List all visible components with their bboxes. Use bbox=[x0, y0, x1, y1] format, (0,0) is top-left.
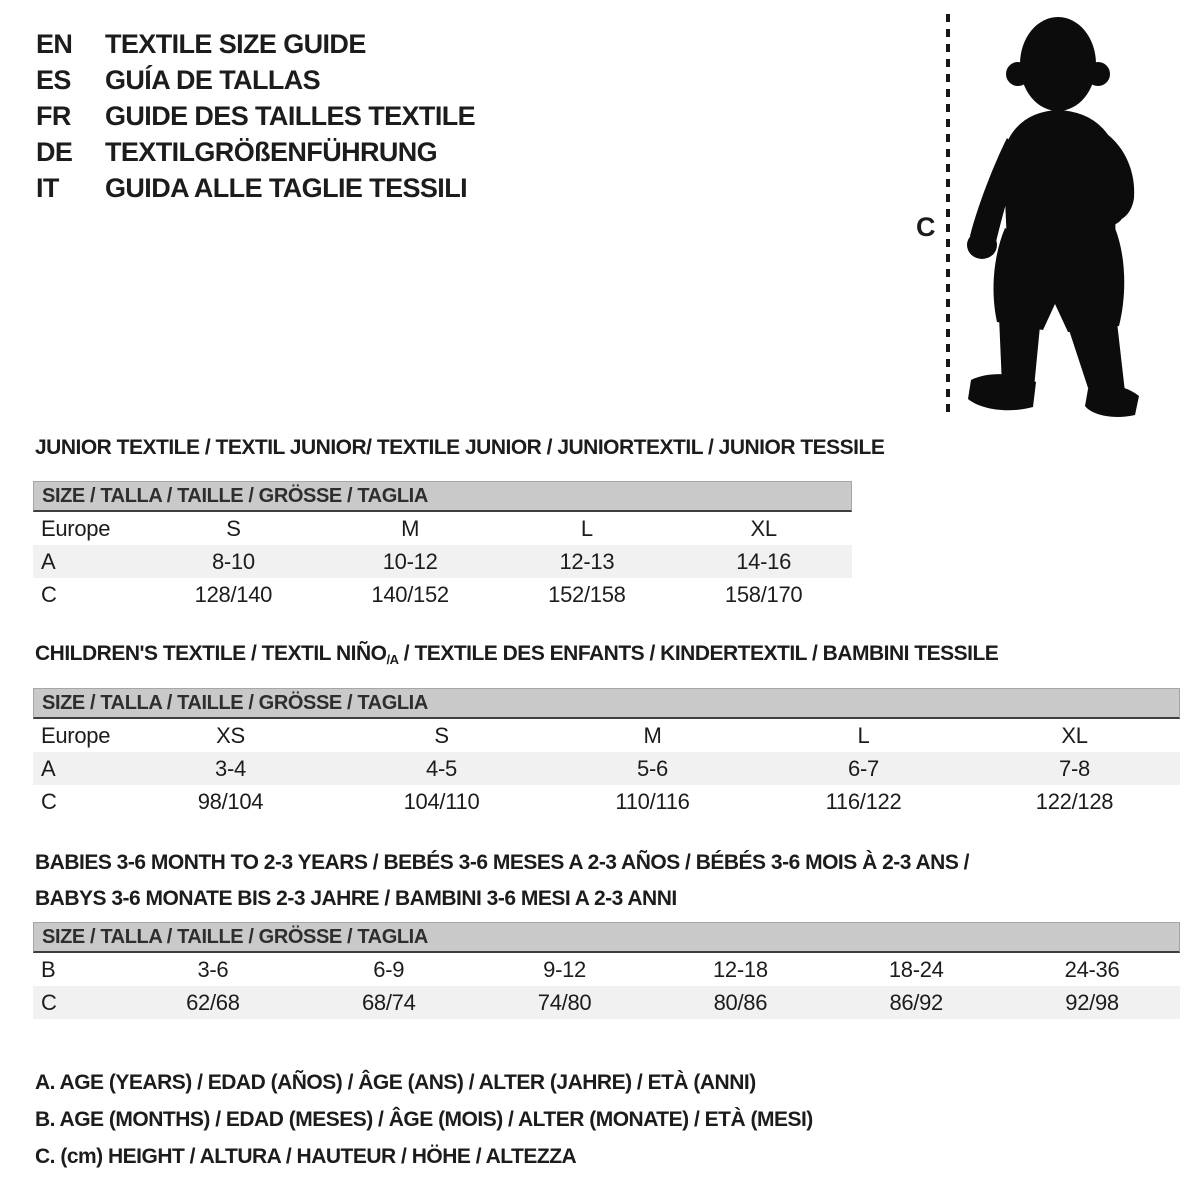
cell-value: 110/116 bbox=[615, 788, 690, 814]
children-heading-main: CHILDREN'S TEXTILE / TEXTIL NIÑO bbox=[35, 642, 387, 665]
size-col: XL bbox=[750, 515, 777, 541]
children-size-table bbox=[33, 688, 1180, 818]
row-label: A bbox=[41, 548, 56, 574]
cell-value: 128/140 bbox=[194, 581, 273, 607]
cell-value: 12-13 bbox=[559, 548, 615, 574]
table-row-age bbox=[33, 545, 852, 578]
cell-value: 3-4 bbox=[215, 755, 246, 781]
legend-line-a: A. AGE (YEARS) / EDAD (AÑOS) / ÂGE (ANS) / ALTER (JAHRE) / ETÀ (ANNI) bbox=[35, 1071, 756, 1094]
size-col: L bbox=[857, 722, 870, 748]
guide-title: TEXTILE SIZE GUIDE bbox=[105, 28, 366, 59]
language-row-it bbox=[36, 170, 475, 206]
table-row-header bbox=[33, 512, 852, 545]
junior-size-table bbox=[33, 481, 852, 611]
legend-line-b: B. AGE (MONTHS) / EDAD (MESES) / ÂGE (MOIS) / ALTER (MONATE) / ETÀ (MESI) bbox=[35, 1108, 813, 1131]
language-row-es bbox=[36, 62, 475, 98]
language-title-list bbox=[36, 26, 475, 206]
cell-value: 9-12 bbox=[543, 956, 586, 982]
cell-value: 116/122 bbox=[825, 788, 902, 814]
legend-line-c: C. (cm) HEIGHT / ALTURA / HAUTEUR / HÖHE / ALTEZZA bbox=[35, 1145, 577, 1168]
table-row-months bbox=[33, 953, 1180, 986]
guide-title: GUÍA DE TALLAS bbox=[105, 64, 321, 95]
cell-value: 8-10 bbox=[211, 548, 255, 574]
cell-value: 140/152 bbox=[371, 581, 449, 607]
cell-value: 104/110 bbox=[403, 788, 480, 814]
cell-value: 12-18 bbox=[713, 956, 768, 982]
table-row-header bbox=[33, 719, 1180, 752]
language-row-en bbox=[36, 26, 475, 62]
size-header-bar: SIZE / TALLA / TAILLE / GRÖSSE / TAGLIA bbox=[33, 481, 852, 512]
size-col: M bbox=[643, 722, 662, 748]
size-header-bar: SIZE / TALLA / TAILLE / GRÖSSE / TAGLIA bbox=[33, 922, 1180, 953]
language-code: FR bbox=[36, 100, 71, 131]
cell-value: 6-7 bbox=[848, 755, 879, 781]
language-row-fr bbox=[36, 98, 475, 134]
language-row-de bbox=[36, 134, 475, 170]
cell-value: 80/86 bbox=[713, 989, 768, 1015]
table-row-height bbox=[33, 578, 852, 611]
cell-value: 122/128 bbox=[1035, 788, 1114, 814]
cell-value: 92/98 bbox=[1065, 989, 1119, 1015]
region-label: Europe bbox=[41, 515, 111, 541]
junior-section-heading: JUNIOR TEXTILE / TEXTIL JUNIOR/ TEXTILE JUNIOR / JUNIORTEXTIL / JUNIOR TESSILE bbox=[35, 436, 885, 459]
cell-value: 18-24 bbox=[888, 956, 944, 982]
babies-size-table bbox=[33, 922, 1180, 1019]
size-col: M bbox=[401, 515, 420, 541]
row-label: A bbox=[41, 755, 56, 781]
language-code: EN bbox=[36, 28, 73, 59]
size-col: S bbox=[226, 515, 241, 541]
guide-title: GUIDA ALLE TAGLIE TESSILI bbox=[105, 172, 467, 203]
language-code: ES bbox=[36, 64, 71, 95]
babies-heading-line1: BABIES 3-6 MONTH TO 2-3 YEARS / BEBÉS 3-6 MESES A 2-3 AÑOS / BÉBÉS 3-6 MOIS À 2-3 ANS / bbox=[35, 851, 970, 874]
toddler-silhouette-image bbox=[955, 8, 1167, 424]
table-row-height bbox=[33, 986, 1180, 1019]
language-code: DE bbox=[36, 136, 73, 167]
language-code: IT bbox=[36, 172, 59, 203]
cell-value: 4-5 bbox=[426, 755, 457, 781]
cell-value: 152/158 bbox=[548, 581, 626, 607]
cell-value: 6-9 bbox=[373, 956, 405, 982]
row-label: C bbox=[41, 989, 57, 1015]
guide-title: GUIDE DES TAILLES TEXTILE bbox=[105, 100, 476, 131]
cell-value: 24-36 bbox=[1064, 956, 1120, 982]
row-label: C bbox=[41, 581, 57, 607]
children-heading-sub: /A bbox=[386, 652, 399, 667]
cell-value: 98/104 bbox=[197, 788, 264, 814]
cell-value: 68/74 bbox=[361, 989, 416, 1015]
cell-value: 74/80 bbox=[537, 989, 592, 1015]
cell-value: 14-16 bbox=[736, 548, 792, 574]
children-section-heading bbox=[35, 642, 998, 666]
height-measure-dashed-line bbox=[946, 14, 950, 416]
region-label: Europe bbox=[41, 722, 111, 748]
cell-value: 7-8 bbox=[1059, 755, 1090, 781]
size-col: L bbox=[580, 515, 593, 541]
cell-value: 158/170 bbox=[724, 581, 803, 607]
babies-heading-line2: BABYS 3-6 MONATE BIS 2-3 JAHRE / BAMBINI 3-6 MESI A 2-3 ANNI bbox=[35, 887, 677, 910]
guide-title: TEXTILGRÖßENFÜHRUNG bbox=[105, 136, 438, 167]
row-label: C bbox=[41, 788, 57, 814]
children-heading-rest: / TEXTILE DES ENFANTS / KINDERTEXTIL / BAMBINI TESSILE bbox=[398, 642, 999, 665]
cell-value: 86/92 bbox=[889, 989, 943, 1015]
size-header-bar: SIZE / TALLA / TAILLE / GRÖSSE / TAGLIA bbox=[33, 688, 1180, 719]
cell-value: 5-6 bbox=[637, 755, 668, 781]
cell-value: 62/68 bbox=[186, 989, 240, 1015]
row-label: B bbox=[41, 956, 56, 982]
size-col: XS bbox=[216, 722, 245, 748]
size-col: S bbox=[434, 722, 449, 748]
cell-value: 3-6 bbox=[197, 956, 229, 982]
babies-section-heading bbox=[35, 845, 969, 917]
table-row-height bbox=[33, 785, 1180, 818]
measurement-legend bbox=[35, 1064, 813, 1175]
measure-c-label: C bbox=[916, 212, 936, 242]
size-col: XL bbox=[1061, 722, 1088, 748]
cell-value: 10-12 bbox=[382, 548, 438, 574]
table-row-age bbox=[33, 752, 1180, 785]
